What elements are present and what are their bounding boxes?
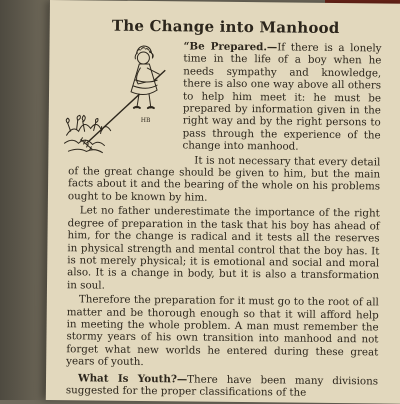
paragraph-what-is-youth: What Is Youth?—There have been many divisions suggested for the proper classifications of the <box>65 371 379 399</box>
book-page <box>46 0 400 404</box>
girl-gardening-illustration <box>60 39 179 158</box>
illustrator-monogram: HB <box>140 116 151 125</box>
paragraph-preparation: Therefore the preparation for it must go to the root of all matter and be thorough enough so that it will afford help in meeting the whole problem. A man must remember the stormy years of his own transition into manhood and not forget what new worlds he entered during these great years of youth. <box>66 293 379 369</box>
paragraph-details: It is not necessary that every detail of the great change should be given to him, but the main facts about it and the bearing of the whole on his problems ought to be known by him. <box>67 154 381 204</box>
page-content <box>66 16 382 400</box>
page-title: The Change into Manhood <box>111 16 340 38</box>
paragraph-father: Let no father underestimate the importance of the right degree of preparation in the task that his boy has ahead of him, for the change is radical and it tests all the reserves in physical strength and mental control that the boy has. It is not merely physical; it is emotional and social and moral also. It is a change in body, but it is also a transformation in soul. <box>66 204 380 292</box>
paragraph-be-prepared: “Be Prepared.—If there is a lonely time in the life of a boy when he needs sympathy and knowledge, there is also one way above all others to help him meet it: he must be prepared by information given in the right way and by the right persons to pass through the experience of the change into manhood. <box>182 40 382 153</box>
